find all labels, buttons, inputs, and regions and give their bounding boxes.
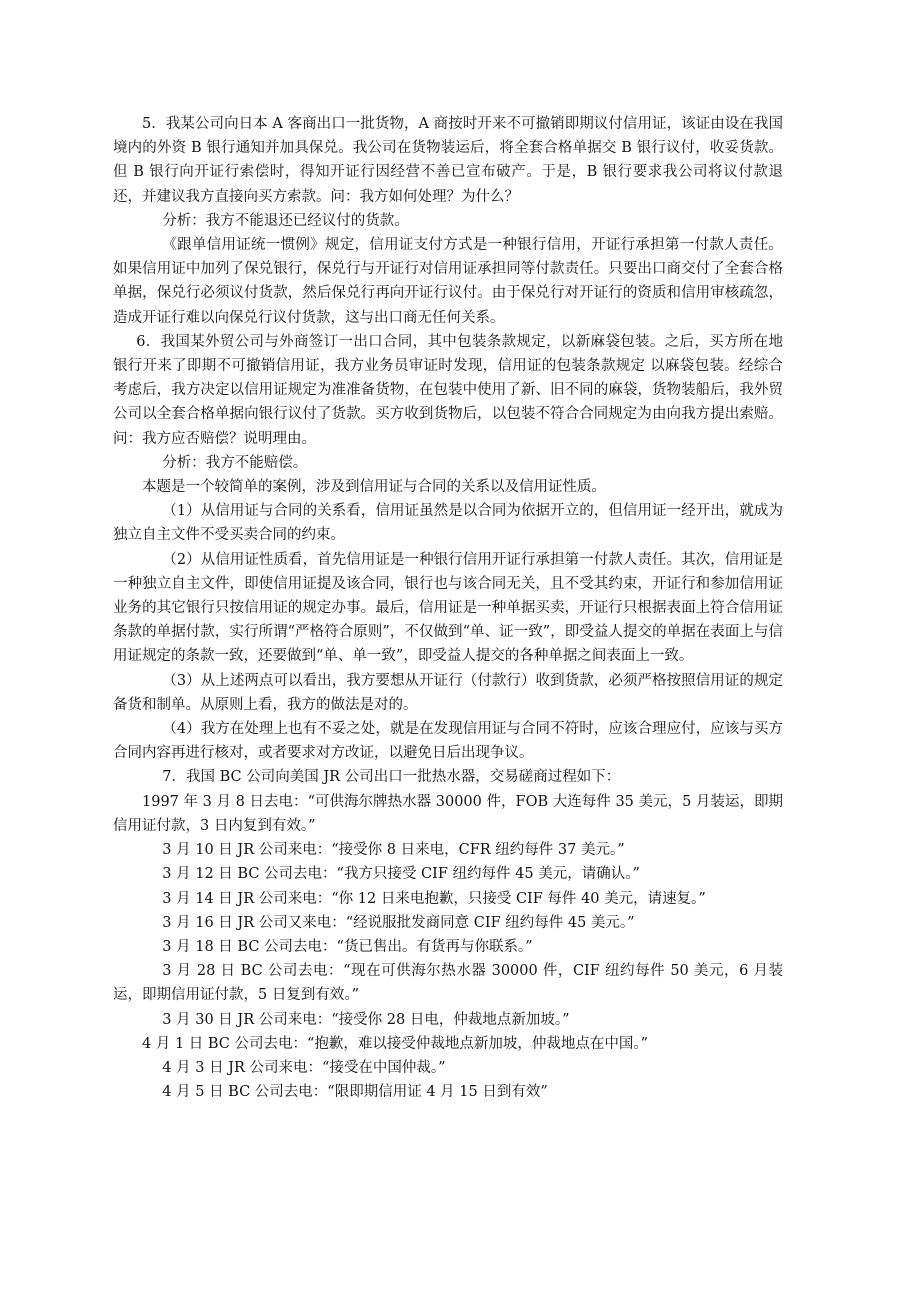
paragraph: 4 月 3 日 JR 公司来电：“接受在中国仲裁。”	[162, 1059, 446, 1076]
paragraph: （4）我方在处理上也有不妥之处，就是在发现信用证与合同不符时，应该合理应付，应该与买方合同内容再进行核对，或者要求对方改证，以避免日后出现争议。	[113, 721, 783, 762]
paragraph: 3 月 30 日 JR 公司来电：“接受你 28 日电，仲裁地点新加坡。”	[162, 1011, 570, 1028]
paragraph: （3）从上述两点可以看出，我方要想从开证行（付款行）收到货款，必须严格按照信用证的规定备货和制单。从原则上看，我方的做法是对的。	[113, 672, 783, 713]
paragraph: 6．我国某外贸公司与外商签订一出口合同，其中包装条款规定，以新麻袋包装。之后，买方所在地银行开来了即期不可撤销信用证，我方业务员审证时发现，信用证的包装条款规定 以麻袋包装。经综合考虑后，我方决定以信用证规定为准准备货物，在包装中使用了新、旧不同的麻袋，货物装船后，我外贸公司以全套合格单据向银行议付了货款。买方收到货物后，以包装不符合合同规定为由向我方提出索赔。问：我方应否赔偿？说明理由。	[113, 333, 783, 447]
paragraph: 3 月 12 日 BC 公司去电：“我方只接受 CIF 纽约每件 45 美元，请确认。”	[162, 866, 640, 883]
paragraph: 3 月 10 日 JR 公司来电：“接受你 8 日来电，CFR 纽约每件 37 美元。”	[162, 842, 625, 859]
paragraph: 7．我国 BC 公司向美国 JR 公司出口一批热水器，交易磋商过程如下：	[162, 769, 621, 786]
paragraph: 3 月 28 日 BC 公司去电：“现在可供海尔热水器 30000 件，CIF 纽约每件 50 美元，6 月装运，即期信用证付款，5 日复到有效。”	[113, 963, 783, 1004]
paragraph: 4 月 1 日 BC 公司去电：“抱歉，难以接受仲裁地点新加坡，仲裁地点在中国。”	[142, 1035, 649, 1052]
paragraph: 分析：我方不能退还已经议付的货款。	[162, 212, 409, 229]
paragraph: 3 月 16 日 JR 公司又来电：“经说服批发商同意 CIF 纽约每件 45 美元。”	[162, 914, 635, 931]
paragraph: 5．我某公司向日本 A 客商出口一批货物，A 商按时开来不可撤销即期议付信用证，该证由设在我国境内的外资 B 银行通知并加具保兑。我公司在货物装运后，将全套合格单据交 B 银行议付，收妥货款。但 B 银行向开证行索偿时，得知开证行因经营不善已宣布破产。于是，B 银行要求我公司将议付款退还，并建议我方直接向买方索款。问：我方如何处理？为什么？	[113, 116, 783, 205]
paragraph: 分析：我方不能赔偿。	[162, 454, 308, 471]
paragraph: （1）从信用证与合同的关系看，信用证虽然是以合同为依据开立的，但信用证一经开出，就成为独立自主文件不受买卖合同的约束。	[113, 503, 783, 544]
document-body	[113, 112, 783, 1104]
paragraph: 3 月 18 日 BC 公司去电：“货已售出。有货再与你联系。”	[162, 938, 533, 955]
paragraph: 《跟单信用证统一惯例》规定，信用证支付方式是一种银行信用，开证行承担第一付款人责任。如果信用证中加列了保兑银行，保兑行与开证行对信用证承担同等付款责任。只要出口商交付了全套合格单据，保兑行必须议付货款，然后保兑行再向开证行议付。由于保兑行对开证行的资质和信用审核疏忽，造成开证行难以向保兑行议付货款，这与出口商无任何关系。	[113, 237, 783, 326]
paragraph: 1997 年 3 月 8 日去电：“可供海尔牌热水器 30000 件，FOB 大连每件 35 美元，5 月装运，即期信用证付款，3 日内复到有效。”	[113, 793, 783, 834]
paragraph: （2）从信用证性质看，首先信用证是一种银行信用开证行承担第一付款人责任。其次，信用证是一种独立自主文件，即使信用证提及该合同，银行也与该合同无关，且不受其约束，开证行和参加信用证业务的其它银行只按信用证的规定办事。最后，信用证是一种单据买卖，开证行只根据表面上符合信用证条款的单据付款，实行所谓“严格符合原则”，不仅做到“单、证一致”，即受益人提交的单据在表面上与信用证规定的条款一致，还要做到“单、单一致”，即受益人提交的各种单据之间表面上一致。	[113, 551, 783, 665]
paragraph: 3 月 14 日 JR 公司来电：“你 12 日来电抱歉，只接受 CIF 每件 40 美元，请速复。”	[162, 890, 706, 907]
paragraph: 本题是一个较简单的案例，涉及到信用证与合同的关系以及信用证性质。	[142, 479, 606, 496]
paragraph: 4 月 5 日 BC 公司去电：“限即期信用证 4 月 15 日到有效”	[162, 1084, 548, 1101]
